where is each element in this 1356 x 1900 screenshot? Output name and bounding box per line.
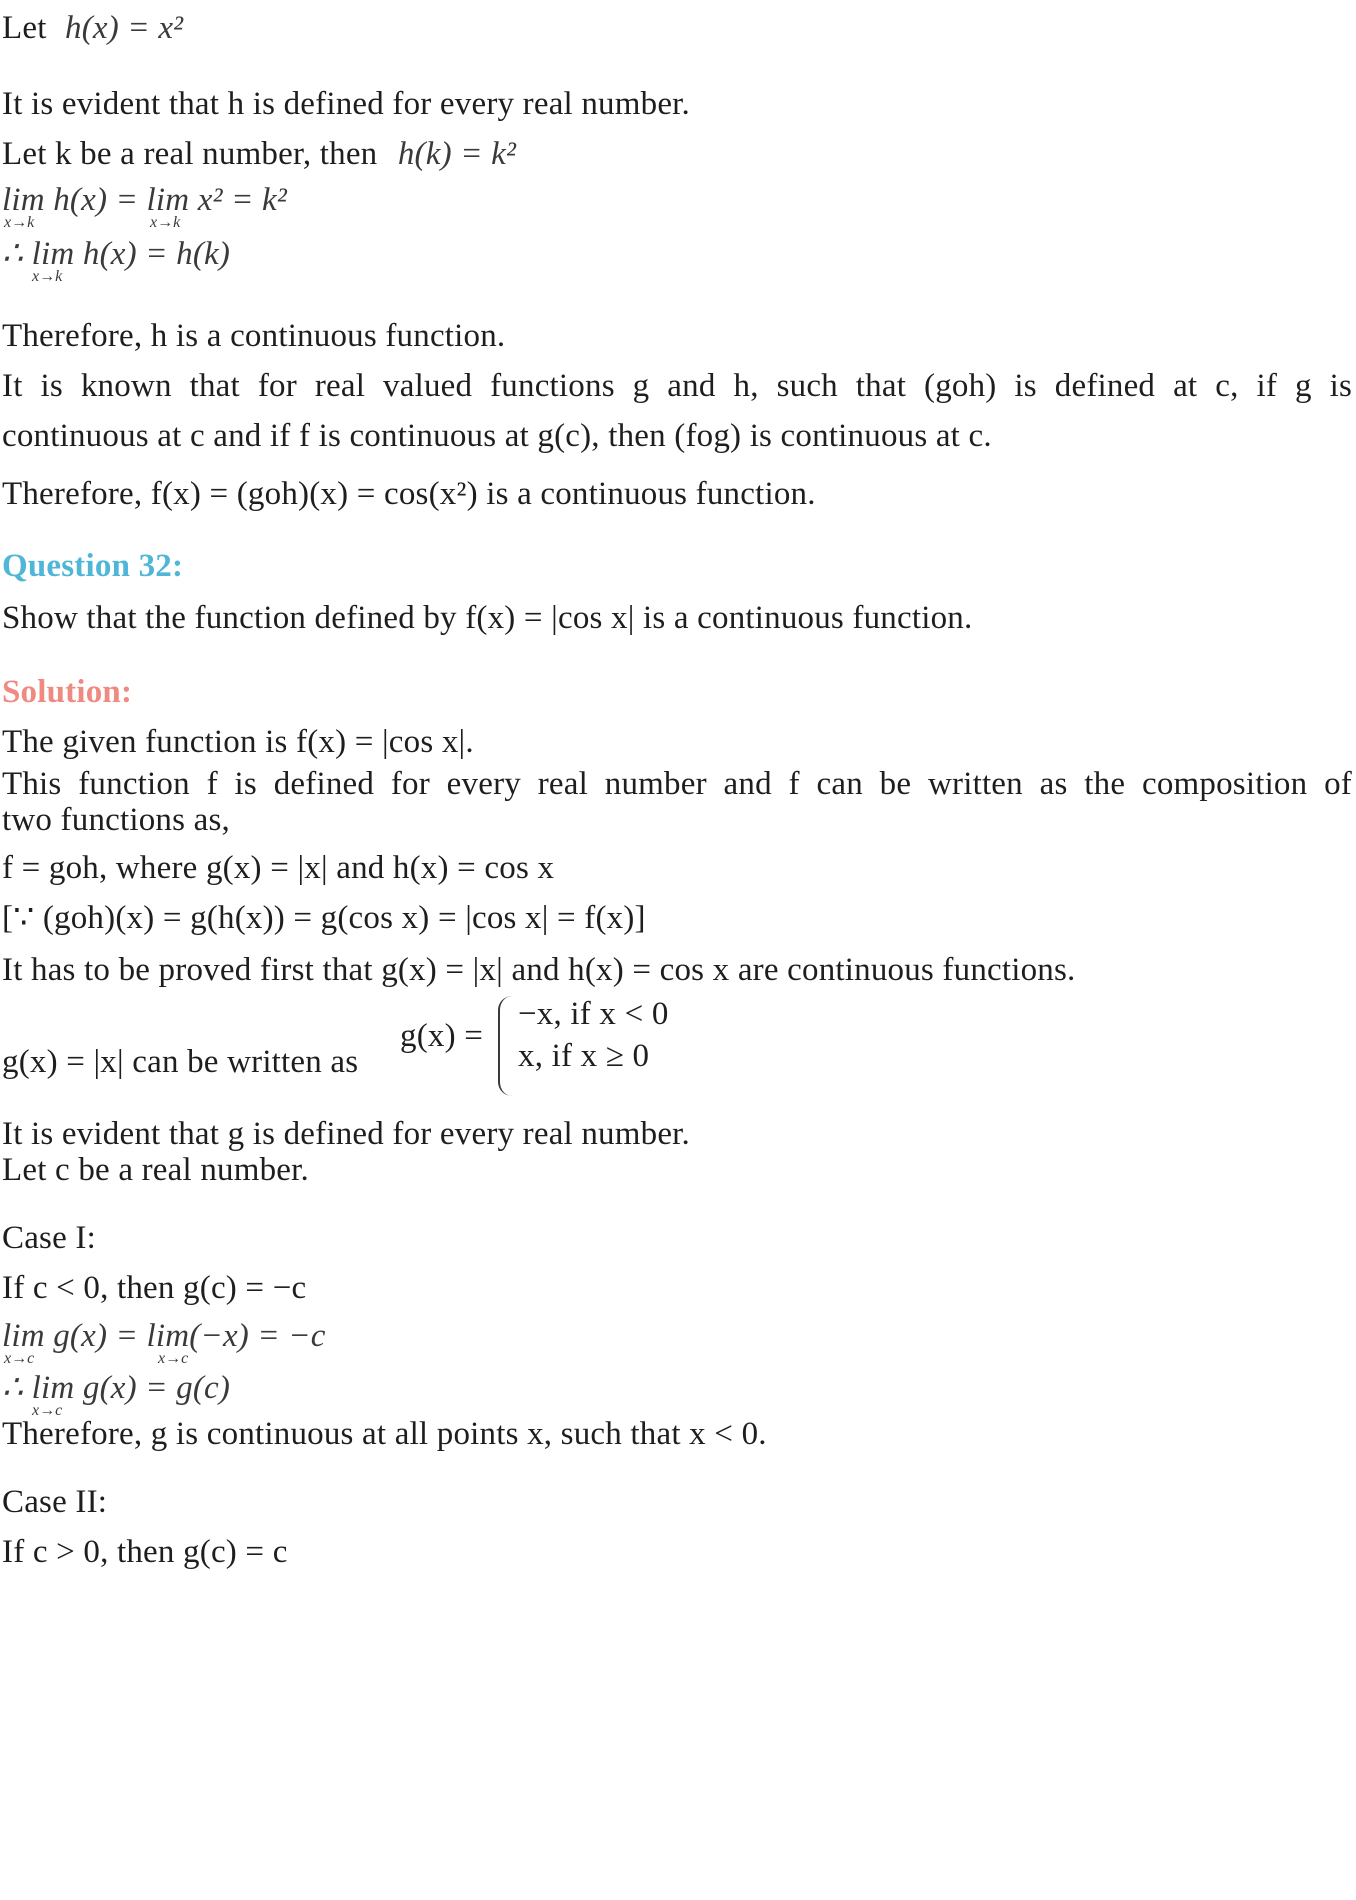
case-two-title: Case II: — [2, 1484, 108, 1520]
limit-subscript: x→k — [32, 268, 63, 285]
piecewise-case-negative: −x, if x < 0 — [518, 996, 669, 1032]
case-one-condition: If c < 0, then g(c) = −c — [2, 1270, 307, 1306]
piecewise-case-nonnegative: x, if x ≥ 0 — [518, 1038, 650, 1074]
let-h-line — [2, 8, 183, 48]
let-c-line: Let c be a real number. — [2, 1152, 309, 1188]
let-text: Let — [2, 10, 47, 46]
case-one-conclusion: Therefore, g is continuous at all points x, such that x < 0. — [2, 1416, 767, 1452]
piecewise-brace — [498, 996, 514, 1096]
solution-heading: Solution: — [2, 674, 133, 710]
let-k-line — [2, 134, 516, 174]
two-functions-line: two functions as, — [2, 802, 230, 838]
given-function-line: The given function is f(x) = |cos x|. — [2, 724, 474, 760]
limit-subscript: x→c — [32, 1402, 63, 1419]
prove-first-line: It has to be proved first that g(x) = |x| and h(x) = cos x are continuous functions. — [2, 952, 1076, 988]
g-piecewise-intro: g(x) = |x| can be written as — [2, 1044, 359, 1080]
g-piecewise-lhs: g(x) = — [400, 1018, 484, 1054]
case-one-title: Case I: — [2, 1220, 96, 1256]
h-k-math: h(k) = k² — [397, 136, 517, 172]
limit-subscript: x→k — [150, 214, 181, 231]
limit-h-line — [2, 180, 287, 220]
h-defined-line: It is evident that h is defined for every real number. — [2, 86, 690, 122]
limit-subscript: x→c — [4, 1350, 35, 1367]
g-defined-line: It is evident that g is defined for every real number. — [2, 1116, 690, 1152]
let-k-text: Let k be a real number, then — [2, 136, 378, 172]
case-one-limit-math: lim g(x) = lim(−x) = −c — [2, 1318, 326, 1354]
question-heading: Question 32: — [2, 548, 184, 584]
f-continuous-line: Therefore, f(x) = (goh)(x) = cos(x²) is a continuous function. — [2, 476, 816, 512]
goh-justification-line: [∵ (goh)(x) = g(h(x)) = g(cos x) = |cos x| = f(x)] — [2, 900, 646, 936]
case-one-limit-conclusion-math: ∴ lim g(x) = g(c) — [2, 1370, 231, 1406]
question-text: Show that the function defined by f(x) = |cos x| is a continuous function. — [2, 600, 973, 636]
h-definition-math: h(x) = x² — [65, 10, 184, 46]
continuity-composition-line: continuous at c and if f is continuous at g(c), then (fog) is continuous at c. — [2, 418, 992, 454]
composition-line: This function f is defined for every real number and f can be written as the composition of — [2, 766, 1352, 802]
case-two-condition: If c > 0, then g(c) = c — [2, 1534, 288, 1570]
limit-h-math: lim h(x) = lim x² = k² — [2, 182, 287, 218]
h-continuous-line: Therefore, h is a continuous function. — [2, 318, 506, 354]
known-theorem-line: It is known that for real valued functions g and h, such that (goh) is defined at c, if g is — [2, 368, 1352, 404]
limit-subscript: x→k — [4, 214, 35, 231]
goh-definition-line: f = goh, where g(x) = |x| and h(x) = cos x — [2, 850, 555, 886]
limit-conclusion-math: ∴ lim h(x) = h(k) — [2, 236, 231, 272]
limit-subscript: x→c — [158, 1350, 189, 1367]
